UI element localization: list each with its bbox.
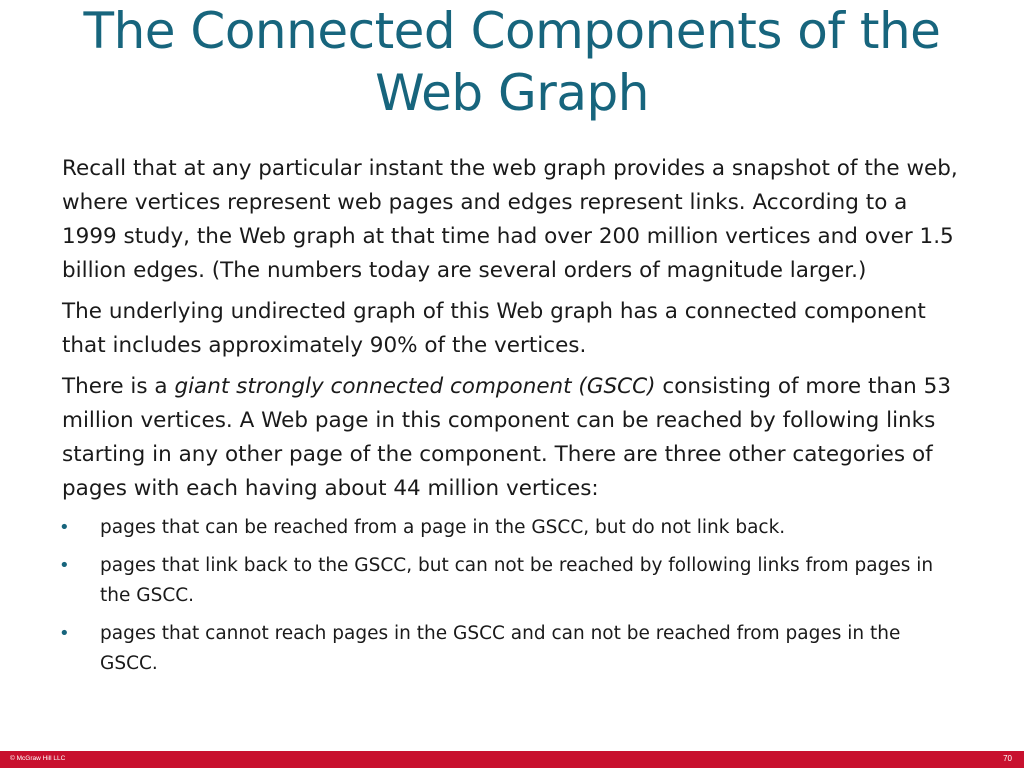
bullet-item	[59, 513, 962, 543]
bullet-item	[59, 619, 962, 679]
bullet-text: pages that can be reached from a page in the GSCC, but do not link back.	[100, 517, 786, 538]
slide-title-line-1: The Connected Components of the	[83, 2, 941, 60]
slide-body	[59, 152, 962, 687]
slide-title	[40, 0, 984, 124]
slide-title-line-2: Web Graph	[375, 64, 649, 122]
bullet-icon: •	[59, 555, 70, 576]
paragraph-gscc-before: There is a	[62, 374, 175, 399]
copyright-notice: © McGraw Hill LLC	[10, 755, 66, 762]
bullet-icon: •	[59, 623, 70, 644]
bullet-item	[59, 551, 962, 611]
page-number: 70	[1003, 754, 1012, 763]
footer-bar	[0, 751, 1024, 768]
bullet-icon: •	[59, 517, 70, 538]
paragraph-gscc	[62, 370, 962, 506]
gscc-term: giant strongly connected component (GSCC)	[174, 374, 656, 399]
paragraph-gscc-after: consisting of more than 53 million vertices. A Web page in this component can be reached by following links starting in any other page of the component. There are three other categories of pages with each having about 44 million vertices:	[62, 374, 952, 501]
paragraph-intro: Recall that at any particular instant the web graph provides a snapshot of the web, where vertices represent web pages and edges represent links. According to a 1999 study, the Web graph at that time had over 200 million vertices and over 1.5 billion edges. (The numbers today are several orders of magnitude larger.)	[62, 156, 958, 283]
paragraph-undirected: The underlying undirected graph of this Web graph has a connected component that includes approximately 90% of the vertices.	[62, 299, 926, 358]
bullet-list	[59, 513, 962, 679]
bullet-text: pages that link back to the GSCC, but can not be reached by following links from pages in the GSCC.	[100, 555, 934, 606]
bullet-text: pages that cannot reach pages in the GSCC and can not be reached from pages in the GSCC.	[100, 623, 901, 674]
